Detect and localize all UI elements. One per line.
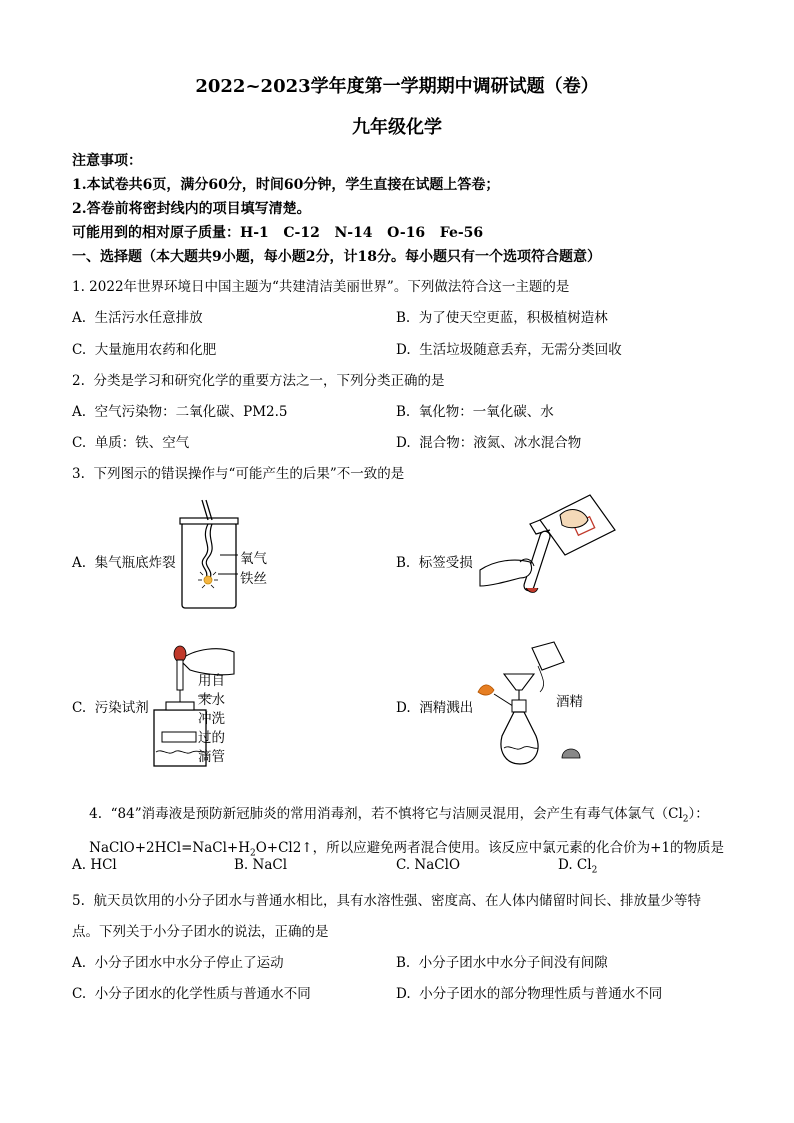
q4-stem: 4. “84”消毒液是预防新冠肺炎的常用消毒剂，若不慎将它与洁厕灵混用，会产生有毒气体氯气$(Cl_2)$： [89,806,709,825]
notes-item-2: 2.答卷前将密封线内的项目填写清楚。 [72,201,311,217]
page-title: 2022~2023学年度第一学期期中调研试题（卷） [195,76,599,97]
q3-option-a: A. 集气瓶底炸裂 [72,555,176,571]
q1-option-d: D. 生活垃圾随意丢弃，无需分类回收 [396,342,622,358]
q4-option-a: A. HCl [72,857,117,873]
q3-option-b: B. 标签受损 [396,555,473,571]
q2-option-b: B. 氧化物：一氧化碳、水 [396,404,554,420]
q5-option-a: A. 小分子团水中水分子停止了运动 [72,955,284,971]
q1-option-c: C. 大量施用农药和化肥 [72,342,217,358]
page-subtitle: 九年级化学 [352,117,442,138]
q1-option-b: B. 为了使天空更蓝，积极植树造林 [396,310,608,326]
q5-option-c: C. 小分子团水的化学性质与普通水不同 [72,986,311,1002]
q5-option-b: B. 小分子团水中水分子间没有间隙 [396,955,608,971]
q2-option-d: D. 混合物：液氮、冰水混合物 [396,435,582,451]
q3-a-label-oxygen: 氧气 [240,551,267,567]
q4-equation: $NaClO+2HCl=NaCl+H_2O+Cl2↑$，所以应避免两者混合使用。该反应中氯元素的化合价为+1的物质是 [89,840,725,859]
q3-option-d: D. 酒精溅出 [396,700,474,716]
q3-option-c: C. 污染试剂 [72,700,149,716]
q2-option-a: A. 空气污染物：二氧化碳、PM2.5 [72,404,288,420]
q1-option-a: A. 生活污水任意排放 [72,310,203,326]
q2-stem: 2. 分类是学习和研究化学的重要方法之一，下列分类正确的是 [72,373,445,389]
q5-stem-line-2: 点。下列关于小分子团水的说法，正确的是 [72,924,329,940]
notes-heading: 注意事项： [72,153,142,169]
notes-item-1: 1.本试卷共6页，满分60分，时间60分钟，学生直接在试题上答卷； [72,177,500,193]
gas-bottle-illustration [180,500,240,612]
q4-option-c: C. NaClO [396,857,461,873]
q5-option-d: D. 小分子团水的部分物理性质与普通水不同 [396,986,663,1002]
q1-stem: 1. 2022年世界环境日中国主题为“共建清洁美丽世界”。下列做法符合这一主题的是 [72,279,570,295]
q2-option-c: C. 单质：铁、空气 [72,435,190,451]
pouring-liquid-illustration [480,490,620,600]
q3-a-label-iron: 铁丝 [240,571,267,587]
q3-d-label: 酒精 [556,694,583,710]
q3-stem: 3. 下列图示的错误操作与“可能产生的后果”不一致的是 [72,466,405,482]
q5-stem-line-1: 5. 航天员饮用的小分子团水与普通水相比，具有水溶性强、密度高、在人体内储留时间长、排放量少等特 [72,893,701,909]
q4-option-d: D. $Cl_2$ [558,857,598,876]
q4-option-b: B. NaCl [234,857,288,873]
atomic-mass-line: 可能用到的相对原子质量：H-1 C-12 N-14 O-16 Fe-56 [72,225,484,241]
q3-c-label: 用自来水冲洗过的滴管 [198,673,225,765]
section-1-heading: 一、选择题（本大题共9小题，每小题2分，计18分。每小题只有一个选项符合题意） [72,249,601,265]
